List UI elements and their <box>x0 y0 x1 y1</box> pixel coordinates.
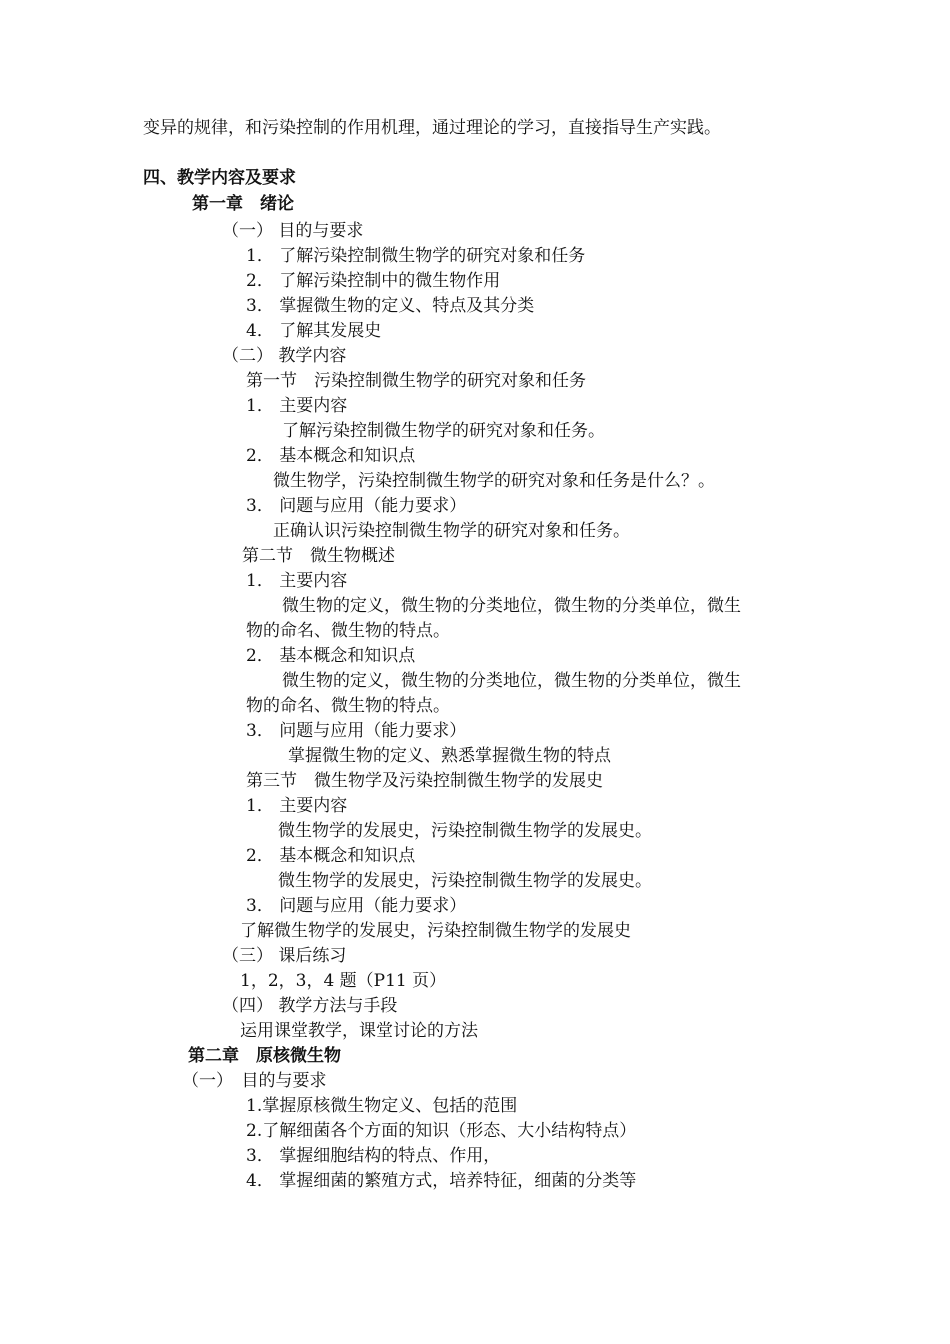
ch2-goal-1: 1.掌握原核微生物定义、包括的范围 <box>246 1096 518 1116</box>
ch2-goal-2: 2.了解细菌各个方面的知识（形态、大小结构特点） <box>246 1121 637 1141</box>
intro-paragraph-tail: 变异的规律，和污染控制的作用机理，通过理论的学习，直接指导生产实践。 <box>143 118 721 138</box>
ch1-methods: 运用课堂教学，课堂讨论的方法 <box>240 1021 478 1041</box>
ch1-sec1-item-3-text: 正确认识污染控制微生物学的研究对象和任务。 <box>273 521 630 541</box>
ch1-sec2-item-2: 2． 基本概念和知识点 <box>246 646 416 666</box>
ch1-sec1-item-1-text: 了解污染控制微生物学的研究对象和任务。 <box>282 421 605 441</box>
ch2-goal-3: 3． 掌握细胞结构的特点、作用， <box>246 1146 501 1166</box>
ch1-goal-1: 1． 了解污染控制微生物学的研究对象和任务 <box>246 246 586 266</box>
ch2-part-1-heading: （一） 目的与要求 <box>182 1071 327 1091</box>
ch1-part-3-heading: （三） 课后练习 <box>222 946 347 966</box>
ch1-goal-2: 2． 了解污染控制中的微生物作用 <box>246 271 501 291</box>
ch1-sec1-title: 第一节 污染控制微生物学的研究对象和任务 <box>246 371 586 391</box>
ch1-sec3-item-3: 3． 问题与应用（能力要求） <box>246 896 467 916</box>
ch1-sec2-item-2-text-b: 物的命名、微生物的特点。 <box>246 696 450 716</box>
ch1-sec2-item-3: 3． 问题与应用（能力要求） <box>246 721 467 741</box>
ch1-sec2-item-1: 1． 主要内容 <box>246 571 348 591</box>
ch1-goal-4: 4． 了解其发展史 <box>246 321 382 341</box>
ch1-sec3-title: 第三节 微生物学及污染控制微生物学的发展史 <box>246 771 603 791</box>
ch1-sec3-item-2-text: 微生物学的发展史，污染控制微生物学的发展史。 <box>278 871 652 891</box>
chapter-2-title: 第二章 原核微生物 <box>188 1046 341 1066</box>
ch1-part-4-heading: （四） 教学方法与手段 <box>222 996 398 1016</box>
ch1-sec1-item-3: 3． 问题与应用（能力要求） <box>246 496 467 516</box>
section-heading: 四、教学内容及要求 <box>143 168 296 188</box>
ch1-sec3-item-1: 1． 主要内容 <box>246 796 348 816</box>
ch1-sec3-item-3-text: 了解微生物学的发展史，污染控制微生物学的发展史 <box>240 921 631 941</box>
chapter-1-title: 第一章 绪论 <box>192 194 294 214</box>
ch1-sec2-item-1-text-b: 物的命名、微生物的特点。 <box>246 621 450 641</box>
ch1-sec2-title: 第二节 微生物概述 <box>242 546 395 566</box>
ch1-sec1-item-1: 1． 主要内容 <box>246 396 348 416</box>
ch1-sec2-item-1-text-a: 微生物的定义，微生物的分类地位，微生物的分类单位，微生 <box>282 596 741 616</box>
ch2-goal-4: 4． 掌握细菌的繁殖方式，培养特征，细菌的分类等 <box>246 1171 637 1191</box>
ch1-sec3-item-1-text: 微生物学的发展史，污染控制微生物学的发展史。 <box>278 821 652 841</box>
ch1-sec2-item-2-text-a: 微生物的定义，微生物的分类地位，微生物的分类单位，微生 <box>282 671 741 691</box>
ch1-exercises: 1，2，3，4 题（P11 页） <box>240 971 447 991</box>
ch1-sec1-item-2: 2． 基本概念和知识点 <box>246 446 416 466</box>
ch1-sec2-item-3-text: 掌握微生物的定义、熟悉掌握微生物的特点 <box>288 746 611 766</box>
ch1-sec1-item-2-text: 微生物学，污染控制微生物学的研究对象和任务是什么？。 <box>273 471 715 491</box>
ch1-goal-3: 3． 掌握微生物的定义、特点及其分类 <box>246 296 535 316</box>
ch1-part-2-heading: （二） 教学内容 <box>222 346 347 366</box>
ch1-sec3-item-2: 2． 基本概念和知识点 <box>246 846 416 866</box>
ch1-part-1-heading: （一） 目的与要求 <box>222 221 364 241</box>
